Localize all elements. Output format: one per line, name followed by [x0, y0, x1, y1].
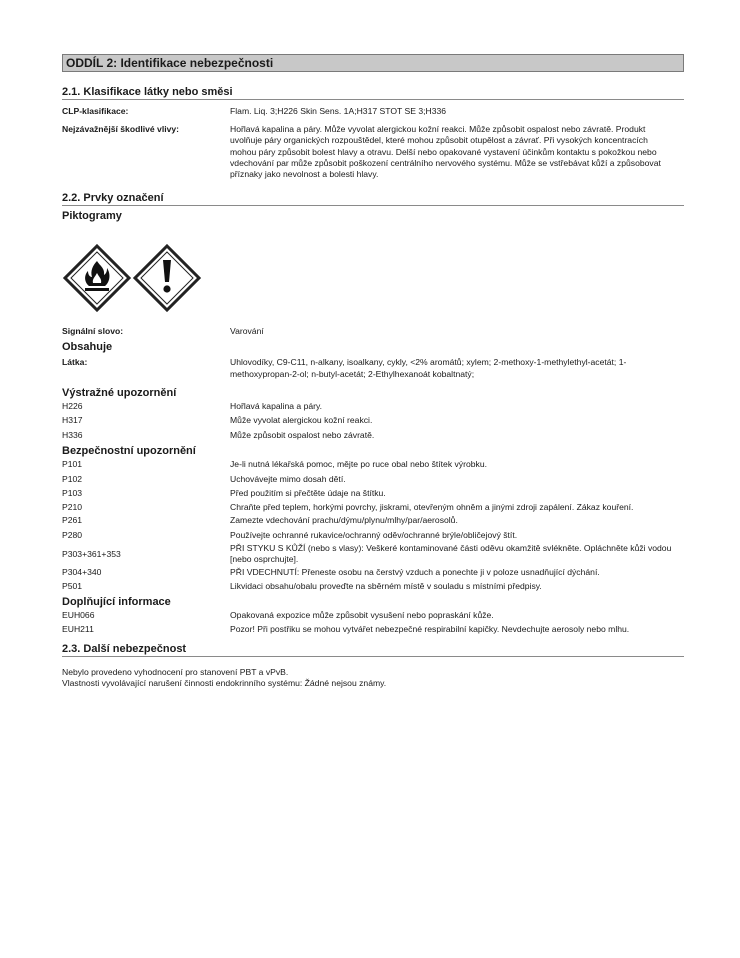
flame-pictogram-icon	[63, 244, 131, 312]
statement-text: PŘI VDECHNUTÍ: Přeneste osobu na čerstvý vzduch a ponechte ji v poloze usnadňující dýchání.	[230, 567, 600, 578]
statement-code: P501	[62, 580, 83, 591]
signal-word-label: Signální slovo:	[62, 326, 124, 337]
statement-text: Chraňte před teplem, horkými povrchy, jiskrami, otevřeným ohněm a jinými zdroji zapálení. Zákaz kouření.	[230, 501, 634, 512]
statement-code: EUH211	[62, 623, 94, 634]
pictogram-row	[63, 244, 684, 312]
statement-text: Uchovávejte mimo dosah dětí.	[230, 473, 346, 484]
precautionary-statements-title: Bezpečnostní upozornění	[62, 445, 196, 458]
statement-code: P210	[62, 501, 83, 512]
statement-code: P101	[62, 459, 83, 470]
list-item	[62, 581, 684, 592]
list-item	[62, 502, 684, 513]
statement-code: EUH066	[62, 610, 95, 621]
other-hazards-line-1: Nebylo provedeno vyhodnocení pro stanovení PBT a vPvB.	[62, 667, 289, 678]
subsection-2-1-title: 2.1. Klasifikace látky nebo směsi	[62, 86, 684, 100]
list-item	[62, 624, 684, 635]
list-item	[62, 515, 684, 526]
statement-text: Může způsobit ospalost nebo závratě.	[230, 429, 375, 440]
statement-code: H317	[62, 415, 83, 426]
clp-label: CLP-klasifikace:	[62, 106, 129, 116]
list-item	[62, 543, 684, 564]
subsection-2-3-title: 2.3. Další nebezpečnost	[62, 643, 684, 657]
statement-text: Opakovaná expozice může způsobit vysušení nebo popraskání kůže.	[230, 610, 494, 621]
list-item	[62, 415, 684, 426]
clp-row	[62, 106, 684, 117]
statement-code: H336	[62, 429, 83, 440]
hazard-statements-title: Výstražné upozornění	[62, 386, 177, 399]
statement-text: Pozor! Při postřiku se mohou vytvářet nebezpečné respirabilní kapičky. Nevdechujte aerosoly nebo mlhu.	[230, 623, 630, 634]
statement-text: Hořlavá kapalina a páry.	[230, 400, 323, 411]
precautionary-statements-list	[62, 459, 684, 591]
list-item	[62, 530, 684, 541]
statement-text: PŘI STYKU S KŮŽÍ (nebo s vlasy): Veškeré kontaminované části oděvu okamžitě svlékněte. Opláchněte kůži vodou [nebo osprchujte].	[230, 543, 672, 564]
statement-text: Před použitím si přečtěte údaje na štítku.	[230, 488, 386, 499]
statement-code: H226	[62, 400, 83, 411]
supplemental-info-title: Doplňující informace	[62, 596, 171, 609]
sds-page	[62, 54, 684, 689]
statement-text: Likvidaci obsahu/obalu proveďte na sběrném místě v souladu s místními předpisy.	[230, 580, 542, 591]
statement-text: Zamezte vdechování prachu/dýmu/plynu/mlhy/par/aerosolů.	[230, 515, 458, 526]
subsection-2-2-title: 2.2. Prvky označení	[62, 192, 684, 206]
substance-row	[62, 357, 684, 379]
signal-word-value: Varování	[230, 326, 264, 337]
section-title: ODDÍL 2: Identifikace nebezpečnosti	[62, 54, 684, 72]
list-item	[62, 401, 684, 412]
statement-code: P303+361+353	[62, 548, 121, 559]
effects-row	[62, 124, 684, 180]
list-item	[62, 459, 684, 470]
list-item	[62, 474, 684, 485]
statement-text: Může vyvolat alergickou kožní reakci.	[230, 415, 373, 426]
other-hazards-line-2: Vlastnosti vyvolávající narušení činnosti endokrinního systému: Žádné nejsou známy.	[62, 678, 387, 689]
contains-title: Obsahuje	[62, 341, 113, 354]
list-item	[62, 488, 684, 499]
statement-code: P102	[62, 473, 83, 484]
hazard-statements-list	[62, 401, 684, 441]
exclamation-pictogram-icon	[133, 244, 201, 312]
effects-value: Hořlavá kapalina a páry. Může vyvolat alergickou kožní reakci. Může způsobit ospalost nebo závratě. Produkt uvolňuje páry organických rozpouštědel, které mohou způsobit otupělost a závrať. Při vysokých koncentracích mohou páry způsobit bolest hlavy a otravu. Delší nebo opakované vystavení účinkům kontaktu s pokožkou nebo vdechování par může způsobit poškození centrálního nervového systému. Může se vstřebávat kůží a způsobovat příznaky jako nevolnost a bolesti hlavy.	[230, 124, 661, 180]
supplemental-info-list	[62, 610, 684, 634]
list-item	[62, 430, 684, 441]
list-item	[62, 567, 684, 578]
statement-code: P261	[62, 515, 83, 526]
pictograms-title: Piktogramy	[62, 210, 122, 223]
clp-value: Flam. Liq. 3;H226 Skin Sens. 1A;H317 STOT SE 3;H336	[230, 106, 447, 116]
substance-value: Uhlovodíky, C9-C11, n-alkany, isoalkany, cykly, <2% aromátů; xylem; 2-methoxy-1-methylethyl-acetát; 1-methoxypropan-2-ol; n-butyl-acetát; 2-Ethylhexanoát kobaltnatý;	[230, 357, 627, 379]
effects-label: Nejzávažnější škodlivé vlivy:	[62, 124, 180, 135]
signal-word-row	[62, 326, 684, 337]
statement-code: P280	[62, 529, 83, 540]
statement-text: Je-li nutná lékařská pomoc, mějte po ruce obal nebo štítek výrobku.	[230, 459, 487, 470]
statement-code: P103	[62, 488, 83, 499]
list-item	[62, 610, 684, 621]
statement-code: P304+340	[62, 567, 102, 578]
substance-label: Látka:	[62, 357, 88, 368]
statement-text: Používejte ochranné rukavice/ochranný oděv/ochranné brýle/obličejový štít.	[230, 529, 518, 540]
